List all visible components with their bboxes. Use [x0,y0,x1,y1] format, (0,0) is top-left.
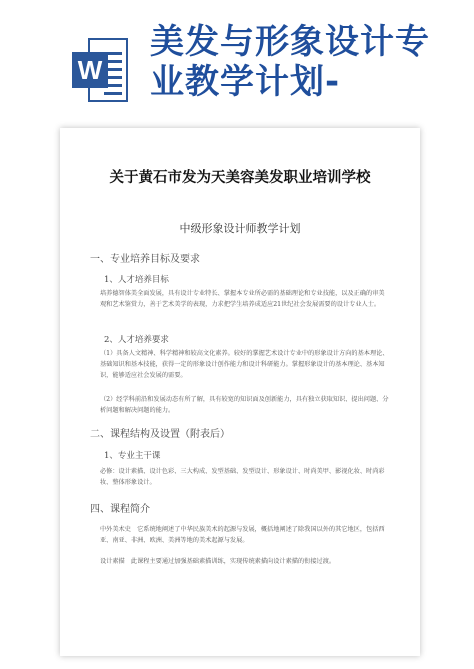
paragraph-design-sketch: 设计素描 此课程主要通过加强基础素描训练，实现传统素描向设计素描的衔接过渡。 [100,558,336,565]
paragraph-art-history: 中外美术史 它系统地阐述了中华民族美术的起源与发展，概括地阐述了除我国以外的其它地区，包括西亚、南亚、非洲、欧洲、美洲等地的美术起源与发展。 [100,526,385,544]
paragraph-goal: 培养德智体美全面发展，具有设计专业特长、掌握本专业所必需的基础理论和专业技能，以及正确的审美观和艺术鉴赏力，善于艺术美学的表现，力求把学生培养成适应21世纪社会发展需要的设计专业人士。 [100,290,385,308]
paragraph-requirement-2: （2）经学科前沿和发展动态有所了解，具有较宽的知识面及创新能力，具有独立获取知识、提出问题、分析问题和解决问题的能力。 [100,396,389,414]
subheading-talent-requirements: 2、人才培养要求 [104,335,169,345]
word-document-icon [72,38,128,102]
paragraph-core-courses: 必修：设计素描、设计色彩、三大构成、发型基础、发型设计、形象设计、时尚美甲、影视化妆、时尚彩妆、整体形象设计。 [100,468,385,486]
plan-title: 中级形象设计师教学计划 [179,222,301,235]
word-badge: W [72,52,108,88]
header-banner [0,0,474,120]
section-heading-intro: 四、课程简介 [90,504,150,515]
section-heading-goals: 一、专业培养目标及要求 [90,254,200,265]
subheading-talent-goal: 1、人才培养目标 [104,275,169,285]
paragraph-requirement-1: （1）具备人文精神、科学精神和较高文化素养。较好的掌握艺术设计专业中的形象设计方向的基本理论、基础知识和基本技能，获得一定的形象设计创作能力和设计科研能力。掌握形象设计的基本理论、基本知识，能够适应社会发展的需要。 [100,350,389,379]
subheading-core-courses: 1、专业主干课 [104,451,161,461]
page-title: 美发与形象设计专业教学计划- [150,22,430,102]
school-heading: 关于黄石市发为天美容美发职业培训学校 [109,170,371,186]
section-heading-courses: 二、课程结构及设置（附表后） [90,429,230,440]
document-page [60,128,420,656]
